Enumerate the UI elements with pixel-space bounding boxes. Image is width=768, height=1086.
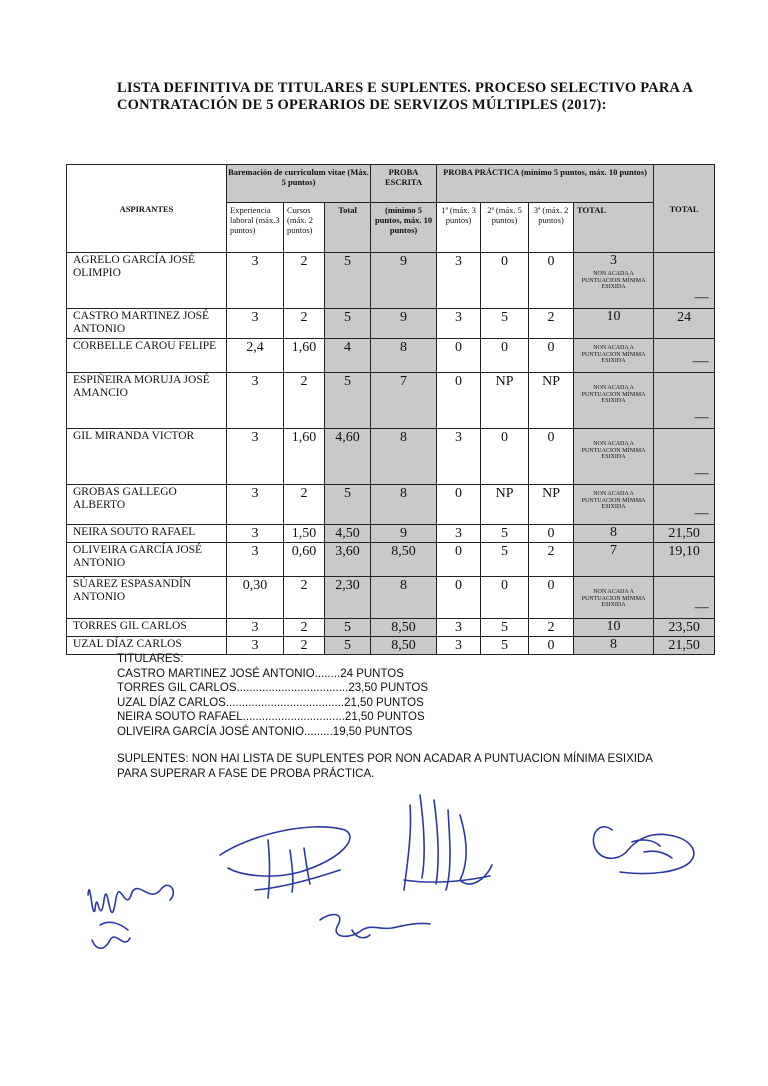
- aspirant-name: GIL MIRANDA VICTOR: [67, 429, 227, 485]
- practica-total-number: 7: [610, 543, 618, 558]
- escrita-value: 9: [371, 253, 437, 309]
- total-value: 24: [654, 309, 715, 339]
- cv-total-value: 5: [325, 309, 371, 339]
- total-value: 21,50: [654, 637, 715, 655]
- practica-2-value: 5: [481, 309, 529, 339]
- practica-3-value: 2: [529, 619, 574, 637]
- titular-item: UZAL DÍAZ CARLOS.....................................21,50 PUNTOS: [117, 696, 424, 709]
- table-row: [67, 525, 715, 543]
- aspirant-name: SÚAREZ ESPASANDÍN ANTONIO: [67, 577, 227, 619]
- total-value: 19,10: [654, 543, 715, 577]
- table-row: [67, 485, 715, 525]
- minimum-not-reached-note: NON ACADA A PUNTUACION MÍNIMA ESIXIDA: [581, 491, 646, 510]
- practica-1-value: 3: [437, 309, 481, 339]
- header-total-cv: Total: [325, 203, 371, 253]
- practica-2-value: 0: [481, 253, 529, 309]
- header-cursos: Cursos (máx. 2 puntos): [284, 203, 325, 253]
- results-table: [66, 164, 715, 655]
- aspirant-name: AGRELO GARCÍA JOSÉ OLIMPIO: [67, 253, 227, 309]
- escrita-value: 8: [371, 429, 437, 485]
- total-dash: -------: [694, 468, 709, 478]
- signature-strokes: [88, 795, 694, 948]
- total-dash: -------: [694, 508, 709, 518]
- cv-total-value: 4,60: [325, 429, 371, 485]
- header-escrita-range: (mínimo 5 puntos, máx. 10 puntos): [371, 203, 437, 253]
- practica-total-value: [574, 309, 654, 339]
- cursos-value: 1,50: [284, 525, 325, 543]
- practica-3-value: NP: [529, 373, 574, 429]
- practica-1-value: 0: [437, 577, 481, 619]
- minimum-not-reached-note: NON ACADA A PUNTUACION MÍNIMA ESIXIDA: [581, 345, 646, 364]
- cv-total-value: 5: [325, 619, 371, 637]
- practica-3-value: 0: [529, 637, 574, 655]
- header-aspirantes: ASPIRANTES: [67, 165, 227, 253]
- practica-1-value: 0: [437, 339, 481, 373]
- header-baremacion: Baremación de curriculum vitae (Máx. 5 puntos): [227, 165, 371, 203]
- experiencia-value: 3: [227, 309, 284, 339]
- practica-2-value: 5: [481, 619, 529, 637]
- practica-3-value: 2: [529, 309, 574, 339]
- experiencia-value: 3: [227, 373, 284, 429]
- cv-total-value: 3,60: [325, 543, 371, 577]
- escrita-value: 9: [371, 525, 437, 543]
- experiencia-value: 3: [227, 619, 284, 637]
- header-practica-1: 1ª (máx. 3 puntos): [437, 203, 481, 253]
- escrita-value: 8,50: [371, 637, 437, 655]
- cursos-value: 1,60: [284, 339, 325, 373]
- cursos-value: 2: [284, 637, 325, 655]
- escrita-value: 8,50: [371, 543, 437, 577]
- signature-2: [220, 827, 350, 898]
- practica-2-value: NP: [481, 485, 529, 525]
- titular-item: CASTRO MARTINEZ JOSÉ ANTONIO........24 PUNTOS: [117, 667, 404, 680]
- aspirant-name: CORBELLE CAROU FELIPE: [67, 339, 227, 373]
- experiencia-value: 3: [227, 485, 284, 525]
- experiencia-value: 0,30: [227, 577, 284, 619]
- cursos-value: 2: [284, 309, 325, 339]
- practica-total-number: 3: [610, 253, 618, 268]
- practica-2-value: 0: [481, 429, 529, 485]
- total-value: [654, 429, 715, 485]
- practica-total-value: [574, 429, 654, 485]
- table-row: [67, 339, 715, 373]
- escrita-value: 8: [371, 485, 437, 525]
- aspirant-name: OLIVEIRA GARCÍA JOSÉ ANTONIO: [67, 543, 227, 577]
- practica-total-value: [574, 525, 654, 543]
- titulares-list: [117, 652, 697, 739]
- escrita-value: 7: [371, 373, 437, 429]
- practica-2-value: 0: [481, 339, 529, 373]
- total-value: 23,50: [654, 619, 715, 637]
- total-dash: -------: [694, 412, 709, 422]
- cv-total-value: 5: [325, 637, 371, 655]
- practica-2-value: 5: [481, 543, 529, 577]
- practica-2-value: 0: [481, 577, 529, 619]
- practica-total-value: [574, 619, 654, 637]
- experiencia-value: 3: [227, 253, 284, 309]
- escrita-value: 9: [371, 309, 437, 339]
- practica-1-value: 3: [437, 429, 481, 485]
- experiencia-value: 2,4: [227, 339, 284, 373]
- titulares-heading: TITULARES:: [117, 653, 184, 665]
- signature-1: [88, 885, 173, 948]
- practica-total-value: [574, 253, 654, 309]
- practica-total-value: [574, 339, 654, 373]
- practica-3-value: 0: [529, 339, 574, 373]
- header-total: TOTAL: [654, 165, 715, 253]
- cursos-value: 1,60: [284, 429, 325, 485]
- minimum-not-reached-note: NON ACADA A PUNTUACION MÍNIMA ESIXIDA: [581, 385, 646, 404]
- minimum-not-reached-note: NON ACADA A PUNTUACION MÍNIMA ESIXIDA: [581, 441, 646, 460]
- practica-total-number: 8: [610, 525, 618, 540]
- cv-total-value: 4,50: [325, 525, 371, 543]
- minimum-not-reached-note: NON ACADA A PUNTUACION MÍNIMA ESIXIDA: [581, 271, 646, 290]
- practica-1-value: 3: [437, 619, 481, 637]
- table-row: [67, 429, 715, 485]
- practica-3-value: 0: [529, 525, 574, 543]
- practica-3-value: NP: [529, 485, 574, 525]
- titular-item: NEIRA SOUTO RAFAEL................................21,50 PUNTOS: [117, 711, 425, 723]
- practica-1-value: 0: [437, 543, 481, 577]
- header-proba-escrita: PROBA ESCRITA: [371, 165, 437, 203]
- aspirant-name: NEIRA SOUTO RAFAEL: [67, 525, 227, 543]
- practica-3-value: 0: [529, 253, 574, 309]
- practica-1-value: 0: [437, 373, 481, 429]
- practica-total-number: 8: [610, 637, 618, 652]
- total-value: 21,50: [654, 525, 715, 543]
- experiencia-value: 3: [227, 543, 284, 577]
- practica-total-value: [574, 485, 654, 525]
- header-experiencia: Experiencia laboral (máx.3 puntos): [227, 203, 284, 253]
- aspirant-name: TORRES GIL CARLOS: [67, 619, 227, 637]
- cv-total-value: 5: [325, 253, 371, 309]
- total-value: [654, 577, 715, 619]
- practica-1-value: 3: [437, 637, 481, 655]
- practica-total-value: [574, 373, 654, 429]
- table-row: [67, 577, 715, 619]
- practica-3-value: 2: [529, 543, 574, 577]
- cv-total-value: 5: [325, 485, 371, 525]
- table-row: [67, 309, 715, 339]
- total-value: [654, 373, 715, 429]
- table-row: [67, 543, 715, 577]
- practica-total-number: 10: [606, 309, 621, 324]
- total-value: [654, 485, 715, 525]
- practica-3-value: 0: [529, 577, 574, 619]
- titular-item: TORRES GIL CARLOS...................................23,50 PUNTOS: [117, 682, 429, 694]
- header-practica-2: 2ª (máx. 5 puntos): [481, 203, 529, 253]
- cv-total-value: 5: [325, 373, 371, 429]
- total-value: [654, 253, 715, 309]
- experiencia-value: 3: [227, 429, 284, 485]
- practica-2-value: 5: [481, 637, 529, 655]
- experiencia-value: 3: [227, 525, 284, 543]
- total-dash: --------: [692, 356, 709, 366]
- practica-3-value: 0: [529, 429, 574, 485]
- practica-1-value: 0: [437, 485, 481, 525]
- table-row: [67, 619, 715, 637]
- titular-item: OLIVEIRA GARCÍA JOSÉ ANTONIO.........19,50 PUNTOS: [117, 725, 413, 738]
- cursos-value: 2: [284, 619, 325, 637]
- cursos-value: 2: [284, 373, 325, 429]
- cursos-value: 2: [284, 485, 325, 525]
- escrita-value: 8: [371, 577, 437, 619]
- header-practica-total: TOTAL: [574, 203, 654, 253]
- escrita-value: 8: [371, 339, 437, 373]
- practica-2-value: NP: [481, 373, 529, 429]
- header-practica-3: 3ª (máx. 2 puntos): [529, 203, 574, 253]
- practica-total-value: [574, 543, 654, 577]
- cursos-value: 0,60: [284, 543, 325, 577]
- escrita-value: 8,50: [371, 619, 437, 637]
- header-proba-practica: PROBA PRÁCTICA (mínimo 5 puntos, máx. 10 puntos): [437, 165, 654, 203]
- page-title: LISTA DEFINITIVA DE TITULARES E SUPLENTES. PROCESO SELECTIVO PARA A CONTRATACIÓN DE 5 OPERARIOS DE SERVIZOS MÚLTIPLES (2017):: [117, 80, 693, 113]
- experiencia-value: 3: [227, 637, 284, 655]
- practica-total-number: 10: [606, 619, 621, 634]
- aspirant-name: ESPIÑEIRA MORUJA JOSÉ AMANCIO: [67, 373, 227, 429]
- cv-total-value: 4: [325, 339, 371, 373]
- total-dash: -------: [694, 602, 709, 612]
- cursos-value: 2: [284, 253, 325, 309]
- total-dash: -------: [694, 292, 709, 302]
- signature-4: [320, 915, 430, 938]
- aspirant-name: CASTRO MARTINEZ JOSÉ ANTONIO: [67, 309, 227, 339]
- aspirant-name: GROBAS GALLEGO ALBERTO: [67, 485, 227, 525]
- table-row: [67, 373, 715, 429]
- table-row: [67, 253, 715, 309]
- signature-5: [593, 827, 693, 874]
- aspirant-name: UZAL DÍAZ CARLOS: [67, 637, 227, 655]
- cv-total-value: 2,30: [325, 577, 371, 619]
- signatures: [0, 780, 768, 1080]
- practica-2-value: 5: [481, 525, 529, 543]
- minimum-not-reached-note: NON ACADA A PUNTUACION MÍNIMA ESIXIDA: [581, 589, 646, 608]
- cursos-value: 2: [284, 577, 325, 619]
- signature-3: [404, 795, 492, 890]
- practica-total-value: [574, 577, 654, 619]
- practica-1-value: 3: [437, 253, 481, 309]
- suplentes-note: SUPLENTES: NON HAI LISTA DE SUPLENTES POR NON ACADAR A PUNTUACION MÍNIMA ESIXIDA PARA SUPERAR A FASE DE PROBA PRÁCTICA.: [117, 753, 653, 780]
- total-value: [654, 339, 715, 373]
- practica-1-value: 3: [437, 525, 481, 543]
